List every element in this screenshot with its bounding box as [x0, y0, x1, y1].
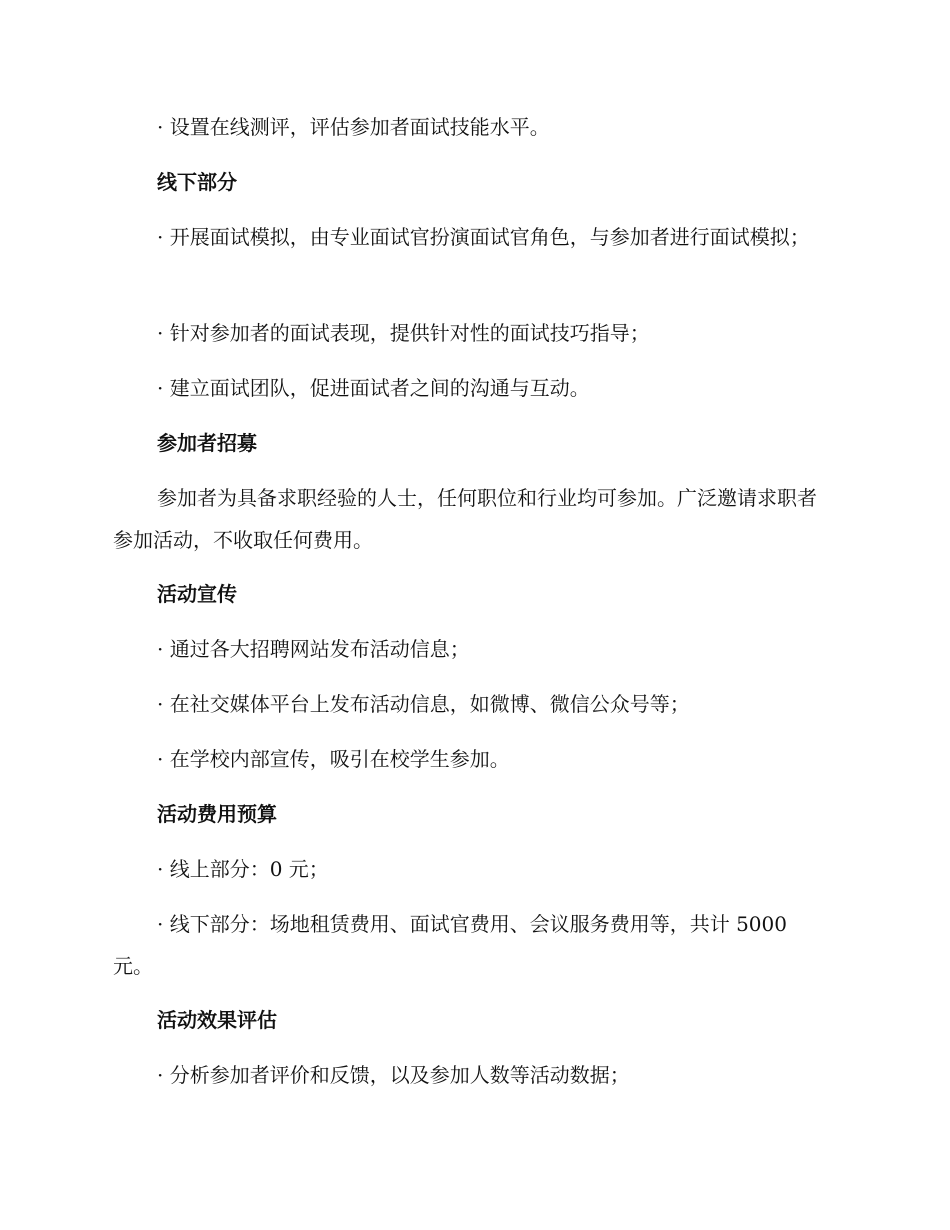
- interview-team-item: · 建立面试团队，促进面试者之间的沟通与互动。: [157, 376, 590, 400]
- interview-tips-item: · 针对参加者的面试表现，提供针对性的面试技巧指导；: [157, 321, 650, 345]
- social-media-item: · 在社交媒体平台上发布活动信息，如微博、微信公众号等；: [157, 692, 690, 716]
- recruitment-section-heading: 参加者招募: [157, 431, 257, 455]
- budget-section-heading: 活动费用预算: [157, 802, 277, 826]
- online-assessment-item: · 设置在线测评，评估参加者面试技能水平。: [157, 115, 550, 139]
- online-cost-item: · 线上部分：0 元；: [157, 857, 329, 881]
- mock-interview-item: · 开展面试模拟，由专业面试官扮演面试官角色，与参加者进行面试模拟；: [157, 225, 810, 249]
- feedback-analysis-item: · 分析参加者评价和反馈，以及参加人数等活动数据；: [157, 1063, 630, 1087]
- recruitment-paragraph: 参加者为具备求职经验的人士，任何职位和行业均可参加。广泛邀请求职者参加活动，不收取任何费用。: [113, 486, 817, 552]
- campus-promotion-item: · 在学校内部宣传，吸引在校学生参加。: [157, 747, 510, 771]
- promotion-section-heading: 活动宣传: [157, 582, 237, 606]
- offline-section-heading: 线下部分: [157, 170, 237, 194]
- job-sites-item: · 通过各大招聘网站发布活动信息；: [157, 637, 470, 661]
- evaluation-section-heading: 活动效果评估: [157, 1008, 277, 1032]
- offline-cost-item: · 线下部分：场地租赁费用、面试官费用、会议服务费用等，共计 5000 元。: [113, 912, 787, 978]
